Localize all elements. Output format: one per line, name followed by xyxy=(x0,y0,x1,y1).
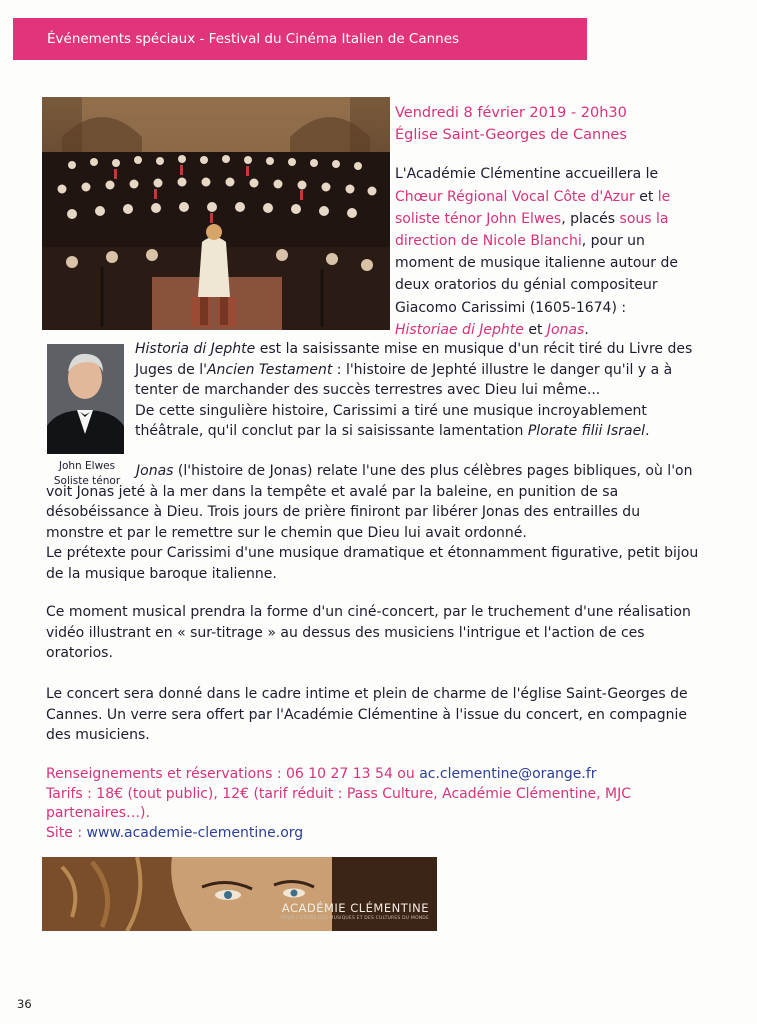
lament-title: Plorate filii Israel xyxy=(527,423,646,439)
intro-text: , placés xyxy=(561,210,620,227)
event-intro-paragraph xyxy=(395,163,687,341)
choir-name: Chœur Régional Vocal Côte d'Azur xyxy=(395,188,635,205)
jephte-paragraph xyxy=(135,339,695,442)
academie-banner xyxy=(42,857,437,931)
caption-role: Soliste ténor xyxy=(53,474,121,487)
body-text: . xyxy=(645,423,650,439)
section-title: Événements spéciaux - Festival du Cinéma Italien de Cannes xyxy=(47,31,460,47)
event-venue: Église Saint-Georges de Cannes xyxy=(395,127,627,144)
jonas-title: Jonas xyxy=(136,463,174,479)
intro-text: L'Académie Clémentine accueillera le xyxy=(395,166,659,183)
jonas-paragraph xyxy=(46,461,701,584)
event-intro-block xyxy=(395,102,687,341)
body-text: est la saisissante mise en musique d'un récit tiré du Livre des Juges de l' xyxy=(135,341,693,378)
oratorio-title-jephte: Historiae di Jephte xyxy=(395,321,524,338)
page-number: 36 xyxy=(17,997,32,1011)
cine-concert-paragraph: Ce moment musical prendra la forme d'un ciné-concert, par le truchement d'une réalisation vidéo illustrant en « sur-titrage » au dessus des musiciens l'intrigue et l'action de ces oratorios. xyxy=(46,604,691,661)
intro-text: et xyxy=(634,188,658,205)
jephte-title: Historia di Jephte xyxy=(135,341,256,357)
tarifs-line: Tarifs : 18€ (tout public), 12€ (tarif réduit : Pass Culture, Académie Clémentine, MJC partenaires…). xyxy=(46,785,631,821)
book-title: Ancien Testament xyxy=(206,361,333,378)
site-link[interactable]: www.academie-clementine.org xyxy=(86,824,304,841)
body-text: : l'histoire de Jephté illustre le danger qu'il y a à tenter de marchander des succès terrestres avec Dieu lui même... xyxy=(135,361,673,398)
caption-name: John Elwes xyxy=(58,460,116,472)
section-header-bar xyxy=(13,18,587,60)
tenor-portrait-illustration xyxy=(47,344,124,454)
oratorio-title-jonas: Jonas xyxy=(546,321,585,338)
contact-info-line xyxy=(46,765,686,785)
contact-block xyxy=(46,765,686,843)
choir-concert-photo xyxy=(42,97,390,330)
body-text: De cette singulière histoire, Carissimi a tiré une musique incroyablement théâtrale, qu'il conclut par la si saisissante lamentation xyxy=(135,402,647,439)
academie-tagline: POUR L'ÉTUDE DES MUSIQUES ET DES CULTURES DU MONDE xyxy=(281,916,429,921)
intro-text: . xyxy=(584,321,589,338)
site-label: Site : xyxy=(46,824,87,841)
conductor-name: sous la direction de Nicole Blanchi xyxy=(395,210,669,250)
email-link[interactable]: ac.clementine@orange.fr xyxy=(419,766,597,782)
intro-text: , pour un moment de musique italienne autour de deux oratorios du génial compositeur Giacomo Carissimi (1605-1674) : xyxy=(395,233,678,316)
concert-paragraph: Le concert sera donné dans le cadre intime et plein de charme de l'église Saint-Georges de Cannes. Un verre sera offert par l'Académie Clémentine à l'issue du concert, en compagnie des musiciens. xyxy=(46,686,688,743)
academie-logo-text: ACADÉMIE CLÉMENTINE xyxy=(281,901,429,915)
body-text: Le prétexte pour Carissimi d'une musique dramatique et étonnamment figurative, petit bijou de la musique baroque italienne. xyxy=(46,545,699,582)
intro-text: et xyxy=(523,321,547,338)
body-text: (l'histoire de Jonas) relate l'une des plus célèbres pages bibliques, où l'on voit Jonas jeté à la mer dans la tempête et avalé par la baleine, en punition de sa désobéissance à Dieu. Trois jours de prière finiront par libérer Jonas des entrailles du monstre et par le remettre sur le chemin que Dieu lui avait ordonné. xyxy=(46,463,693,541)
site-line xyxy=(46,824,686,844)
info-label: Renseignements et réservations : 06 10 27 13 54 ou xyxy=(46,766,420,782)
event-date-time: Vendredi 8 février 2019 - 20h30 xyxy=(395,105,627,121)
choir-concert-illustration xyxy=(42,97,390,330)
soloist-name: le soliste ténor John Elwes xyxy=(395,188,671,227)
tenor-portrait xyxy=(47,344,124,454)
